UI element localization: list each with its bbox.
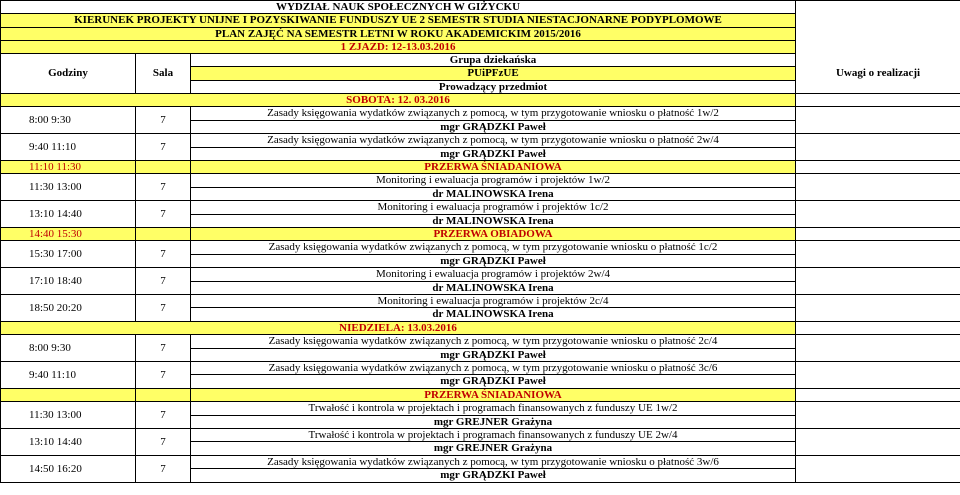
class-notes (796, 455, 960, 482)
break-time: 11:10 11:30 (1, 161, 136, 174)
class-time: 13:10 14:40 (1, 429, 136, 456)
class-notes (796, 429, 960, 456)
class-teacher: mgr GRĄDZKI Paweł (191, 469, 796, 482)
class-row (1, 335, 960, 348)
room-header: Sala (136, 54, 191, 94)
class-row (1, 429, 960, 442)
hours-header: Godziny (1, 54, 136, 94)
meeting-title: 1 ZJAZD: 12-13.03.2016 (1, 40, 796, 53)
class-teacher: dr MALINOWSKA Irena (191, 187, 796, 200)
class-row (1, 361, 960, 374)
class-subject: Trwałość i kontrola w projektach i programach finansowanych z funduszy UE 2w/4 (191, 429, 796, 442)
class-room: 7 (136, 107, 191, 134)
class-room: 7 (136, 361, 191, 388)
class-subject: Trwałość i kontrola w projektach i programach finansowanych z funduszy UE 1w/2 (191, 402, 796, 415)
class-teacher: mgr GRĄDZKI Paweł (191, 375, 796, 388)
class-time: 11:30 13:00 (1, 174, 136, 201)
class-row (1, 134, 960, 147)
break-label: PRZERWA ŚNIADANIOWA (191, 161, 796, 174)
class-row (1, 241, 960, 254)
class-subject: Monitoring i ewaluacja programów i projektów 2w/4 (191, 268, 796, 281)
break-time (1, 388, 136, 401)
class-notes (796, 402, 960, 429)
class-subject: Zasady księgowania wydatków związanych z pomocą, w tym przygotowanie wniosku o płatność 3w/6 (191, 455, 796, 468)
class-subject: Zasady księgowania wydatków związanych z pomocą, w tym przygotowanie wniosku o płatność 3c/6 (191, 361, 796, 374)
group-label: Grupa dziekańska (191, 54, 796, 67)
break-label: PRZERWA ŚNIADANIOWA (191, 388, 796, 401)
class-time: 11:30 13:00 (1, 402, 136, 429)
class-notes (796, 134, 960, 161)
class-subject: Monitoring i ewaluacja programów i projektów 2c/4 (191, 295, 796, 308)
class-teacher: mgr GREJNER Grażyna (191, 415, 796, 428)
break-row (1, 228, 960, 241)
class-room: 7 (136, 402, 191, 429)
class-row (1, 295, 960, 308)
class-time: 9:40 11:10 (1, 361, 136, 388)
class-time: 8:00 9:30 (1, 335, 136, 362)
class-row (1, 174, 960, 187)
class-teacher: mgr GRĄDZKI Paweł (191, 120, 796, 133)
class-subject: Zasady księgowania wydatków związanych z pomocą, w tym przygotowanie wniosku o płatność 1w/2 (191, 107, 796, 120)
notes-blank (796, 1, 960, 14)
class-teacher: dr MALINOWSKA Irena (191, 308, 796, 321)
class-subject: Zasady księgowania wydatków związanych z pomocą, w tym przygotowanie wniosku o płatność 2c/4 (191, 335, 796, 348)
class-time: 17:10 18:40 (1, 268, 136, 295)
class-subject: Monitoring i ewaluacja programów i projektów 1w/2 (191, 174, 796, 187)
class-time: 8:00 9:30 (1, 107, 136, 134)
class-notes (796, 174, 960, 201)
class-subject: Monitoring i ewaluacja programów i projektów 1c/2 (191, 201, 796, 214)
class-room: 7 (136, 429, 191, 456)
class-time: 15:30 17:00 (1, 241, 136, 268)
class-notes (796, 241, 960, 268)
class-time: 14:50 16:20 (1, 455, 136, 482)
class-room: 7 (136, 201, 191, 228)
class-teacher: mgr GRĄDZKI Paweł (191, 147, 796, 160)
class-room: 7 (136, 295, 191, 322)
class-teacher: mgr GREJNER Grażyna (191, 442, 796, 455)
course-title: KIERUNEK PROJEKTY UNIJNE I POZYSKIWANIE FUNDUSZY UE 2 SEMESTR STUDIA NIESTACJONARNE PODYPLOMOWE (1, 14, 796, 27)
class-notes (796, 268, 960, 295)
class-subject: Zasady księgowania wydatków związanych z pomocą, w tym przygotowanie wniosku o płatność 2w/4 (191, 134, 796, 147)
class-room: 7 (136, 241, 191, 268)
class-row (1, 107, 960, 120)
teacher-label: Prowadzący przedmiot (191, 80, 796, 93)
day-notes-cell (796, 94, 960, 107)
break-row (1, 388, 960, 401)
day-notes-cell (796, 321, 960, 334)
class-room: 7 (136, 174, 191, 201)
class-row (1, 402, 960, 415)
class-room: 7 (136, 268, 191, 295)
class-row (1, 455, 960, 468)
class-room: 7 (136, 455, 191, 482)
class-notes (796, 201, 960, 228)
day-header: NIEDZIELA: 13.03.2016 (1, 321, 796, 334)
class-teacher: mgr GRĄDZKI Paweł (191, 348, 796, 361)
break-row (1, 161, 960, 174)
class-teacher: mgr GRĄDZKI Paweł (191, 254, 796, 267)
class-room: 7 (136, 134, 191, 161)
class-notes (796, 107, 960, 134)
class-time: 9:40 11:10 (1, 134, 136, 161)
class-time: 18:50 20:20 (1, 295, 136, 322)
group-name: PUiPFzUE (191, 67, 796, 80)
class-subject: Zasady księgowania wydatków związanych z pomocą, w tym przygotowanie wniosku o płatność 1c/2 (191, 241, 796, 254)
class-room: 7 (136, 335, 191, 362)
class-row (1, 201, 960, 214)
faculty-title: WYDZIAŁ NAUK SPOŁECZNYCH W GIŻYCKU (1, 1, 796, 14)
class-notes (796, 361, 960, 388)
plan-title: PLAN ZAJĘĆ NA SEMESTR LETNI W ROKU AKADEMICKIM 2015/2016 (1, 27, 796, 40)
break-label: PRZERWA OBIADOWA (191, 228, 796, 241)
class-time: 13:10 14:40 (1, 201, 136, 228)
class-row (1, 268, 960, 281)
class-notes (796, 295, 960, 322)
day-header: SOBOTA: 12. 03.2016 (1, 94, 796, 107)
class-teacher: dr MALINOWSKA Irena (191, 214, 796, 227)
class-notes (796, 335, 960, 362)
class-teacher: dr MALINOWSKA Irena (191, 281, 796, 294)
break-time: 14:40 15:30 (1, 228, 136, 241)
notes-header: Uwagi o realizacji (796, 54, 960, 94)
